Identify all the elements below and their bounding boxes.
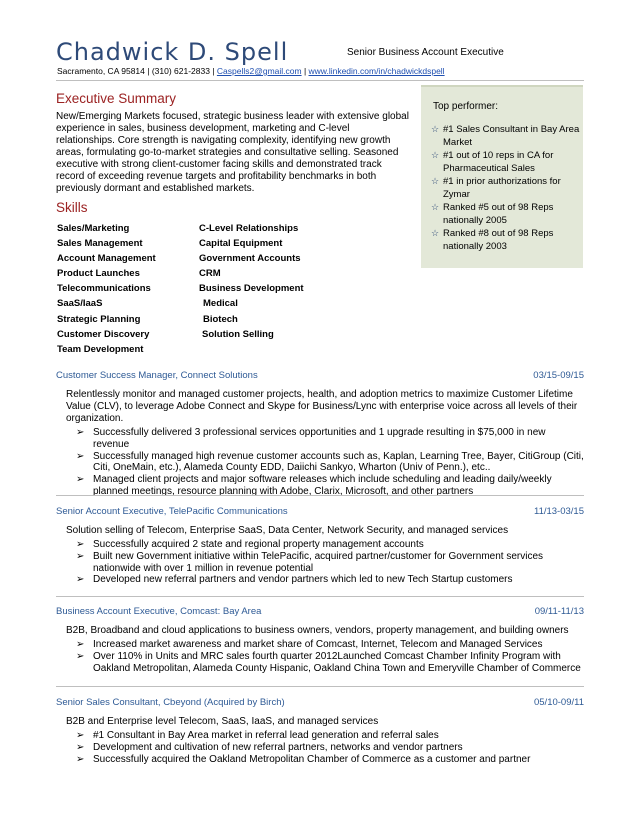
linkedin-link[interactable]: www.linkedin.com/in/chadwickdspell xyxy=(308,66,445,76)
star-icon: ☆ xyxy=(431,124,440,134)
skills-heading: Skills xyxy=(56,200,88,215)
arrow-bullet-icon: ➢ xyxy=(76,474,85,486)
award-text: Ranked #8 out of 98 Reps nationally 2003 xyxy=(443,228,554,252)
bullet-text: Over 110% in Units and MRC sales fourth quarter 2012Launched Comcast Chamber Infinity Program with Oakland Metropolitan, Alameda County Hispanic, Oakland China Town and Emeryville Chamber of Commerce xyxy=(93,650,581,674)
skill-item: SaaS/IaaS xyxy=(57,298,103,310)
skill-item: Business Development xyxy=(199,283,304,295)
arrow-bullet-icon: ➢ xyxy=(76,741,85,753)
skill-item: Telecommunications xyxy=(57,283,151,295)
job-entry xyxy=(56,697,584,765)
job-dates: 11/13-03/15 xyxy=(533,506,584,517)
arrow-bullet-icon: ➢ xyxy=(76,753,85,765)
award-text: #1 Sales Consultant in Bay Area Market xyxy=(443,124,580,148)
job-bullet xyxy=(76,451,584,475)
job-bullets xyxy=(56,539,584,586)
bullet-text: Built new Government initiative within TelePacific, acquired partner/customer for Government services nationwide with over 1 million in revenue potential xyxy=(93,550,544,574)
candidate-name: Chadwick D. Spell xyxy=(56,38,289,66)
skill-item: Government Accounts xyxy=(199,253,301,265)
arrow-bullet-icon: ➢ xyxy=(76,450,85,462)
arrow-bullet-icon: ➢ xyxy=(76,650,85,662)
job-title: Senior Account Executive, TelePacific Communications xyxy=(56,506,288,517)
contact-line xyxy=(57,66,445,76)
arrow-bullet-icon: ➢ xyxy=(76,639,85,650)
job-bullet xyxy=(76,574,584,586)
skill-item: Solution Selling xyxy=(202,328,274,340)
job-bullets xyxy=(56,730,584,765)
job-description: Solution selling of Telecom, Enterprise SaaS, Data Center, Network Security, and managed services xyxy=(66,525,509,536)
arrow-bullet-icon: ➢ xyxy=(76,550,85,562)
job-bullet xyxy=(76,539,584,551)
star-icon: ☆ xyxy=(431,176,440,186)
skill-item: Medical xyxy=(203,298,238,310)
section-divider xyxy=(56,686,584,687)
bullet-text: Developed new referral partners and vendor partners which led to new Tech Startup customers xyxy=(93,574,513,586)
bullet-text: Successfully managed high revenue customer accounts such as, Kaplan, Learning Tree, Bayer, CitiGroup (Citi, Citi, OneMain, etc.), Alameda County EDD, Daiichi Sankyo, Wharton (Univ of Penn.), etc.. xyxy=(93,450,584,474)
bullet-text: Managed client projects and major software releases which include scheduling and leading daily/weekly planned meetings, resource planning with Adobe, Clarix, Microsoft, and other partners xyxy=(93,474,552,497)
skill-item: CRM xyxy=(199,268,221,280)
award-list xyxy=(431,123,581,253)
job-header xyxy=(56,697,584,711)
bullet-text: Successfully acquired the Oakland Metropolitan Chamber of Commerce as a customer and partner xyxy=(93,753,531,765)
header-divider xyxy=(56,80,584,81)
job-description: B2B and Enterprise level Telecom, SaaS, IaaS, and managed services xyxy=(66,716,379,727)
headline-title: Senior Business Account Executive xyxy=(347,47,504,58)
top-performer-heading: Top performer: xyxy=(433,101,499,112)
award-item xyxy=(431,201,581,227)
job-bullet xyxy=(76,651,584,675)
award-item xyxy=(431,149,581,175)
arrow-bullet-icon: ➢ xyxy=(76,539,85,550)
award-text: #1 out of 10 reps in CA for Pharmaceutical Sales xyxy=(443,150,554,174)
job-bullet xyxy=(76,427,584,451)
job-header xyxy=(56,370,584,384)
job-header xyxy=(56,606,584,620)
skill-item: Customer Discovery xyxy=(57,328,150,340)
job-dates: 03/15-09/15 xyxy=(533,370,584,381)
skill-item: Sales Management xyxy=(57,238,143,250)
job-bullet xyxy=(76,730,584,742)
section-divider xyxy=(56,495,584,496)
skill-item: C-Level Relationships xyxy=(199,223,299,234)
skill-item: Sales/Marketing xyxy=(57,223,130,234)
arrow-bullet-icon: ➢ xyxy=(76,427,85,438)
job-bullets xyxy=(56,427,584,498)
section-divider xyxy=(56,596,584,597)
skill-item: Strategic Planning xyxy=(57,313,141,325)
contact-separator: | xyxy=(301,66,309,76)
job-description: B2B, Broadband and cloud applications to business owners, vendors, property management, and building owners xyxy=(66,625,569,636)
job-header xyxy=(56,506,584,520)
contact-details: Sacramento, CA 95814 | (310) 621-2833 | xyxy=(57,66,217,76)
job-dates: 05/10-09/11 xyxy=(533,697,584,708)
bullet-text: Successfully delivered 3 professional services opportunities and 1 upgrade resulting in $75,000 in new revenue xyxy=(93,427,546,450)
skill-item: Account Management xyxy=(57,253,156,265)
summary-text: New/Emerging Markets focused, strategic business leader with extensive global experience in sales, business development, marketing and C-level relationships. Core strength is navigating complexity, identifying new growth areas, formulating go-to-market strategies and consultative selling. Seasoned executive with strong client-customer facing skills and demonstrated track record of exceeding revenue targets and profitability benchmarks in both previously dormant and established markets. xyxy=(56,111,409,194)
summary-heading: Executive Summary xyxy=(56,91,177,106)
star-icon: ☆ xyxy=(431,150,440,160)
job-title: Customer Success Manager, Connect Solutions xyxy=(56,370,258,381)
skill-item: Team Development xyxy=(57,343,144,355)
job-dates: 09/11-11/13 xyxy=(534,606,584,617)
skill-item: Capital Equipment xyxy=(199,238,283,250)
skill-item: Product Launches xyxy=(57,268,140,280)
award-text: #1 in prior authorizations for Zymar xyxy=(443,176,561,200)
skill-item: Biotech xyxy=(203,313,238,325)
job-title: Business Account Executive, Comcast: Bay Area xyxy=(56,606,262,617)
award-text: Ranked #5 out of 98 Reps nationally 2005 xyxy=(443,202,554,226)
award-item xyxy=(431,227,581,253)
top-performer-box xyxy=(421,85,583,268)
job-entry xyxy=(56,506,584,586)
bullet-text: Successfully acquired 2 state and regional property management accounts xyxy=(93,539,424,550)
job-bullets xyxy=(56,639,584,674)
job-bullet xyxy=(76,754,584,766)
bullet-text: #1 Consultant in Bay Area market in referral lead generation and referral sales xyxy=(93,730,439,741)
job-description: Relentlessly monitor and managed customer projects, health, and adoption metrics to maximize Customer Lifetime Value (CLV), to leverage Adobe Connect and Skype for Business/Lync with enterprise voice across all levels of their organization. xyxy=(66,389,578,424)
job-bullet xyxy=(76,551,584,575)
job-title: Senior Sales Consultant, Cbeyond (Acquired by Birch) xyxy=(56,697,285,708)
bullet-text: Increased market awareness and market share of Comcast, Internet, Telecom and Managed Services xyxy=(93,639,543,650)
arrow-bullet-icon: ➢ xyxy=(76,574,85,586)
job-bullet xyxy=(76,742,584,754)
star-icon: ☆ xyxy=(431,202,440,212)
job-entry xyxy=(56,370,584,498)
award-item xyxy=(431,123,581,149)
award-item xyxy=(431,175,581,201)
bullet-text: Development and cultivation of new referral partners, networks and vendor partners xyxy=(93,741,463,753)
star-icon: ☆ xyxy=(431,228,440,238)
arrow-bullet-icon: ➢ xyxy=(76,730,85,741)
job-entry xyxy=(56,606,584,674)
job-bullet xyxy=(76,639,584,651)
email-link[interactable]: Caspells2@gmail.com xyxy=(216,66,302,76)
